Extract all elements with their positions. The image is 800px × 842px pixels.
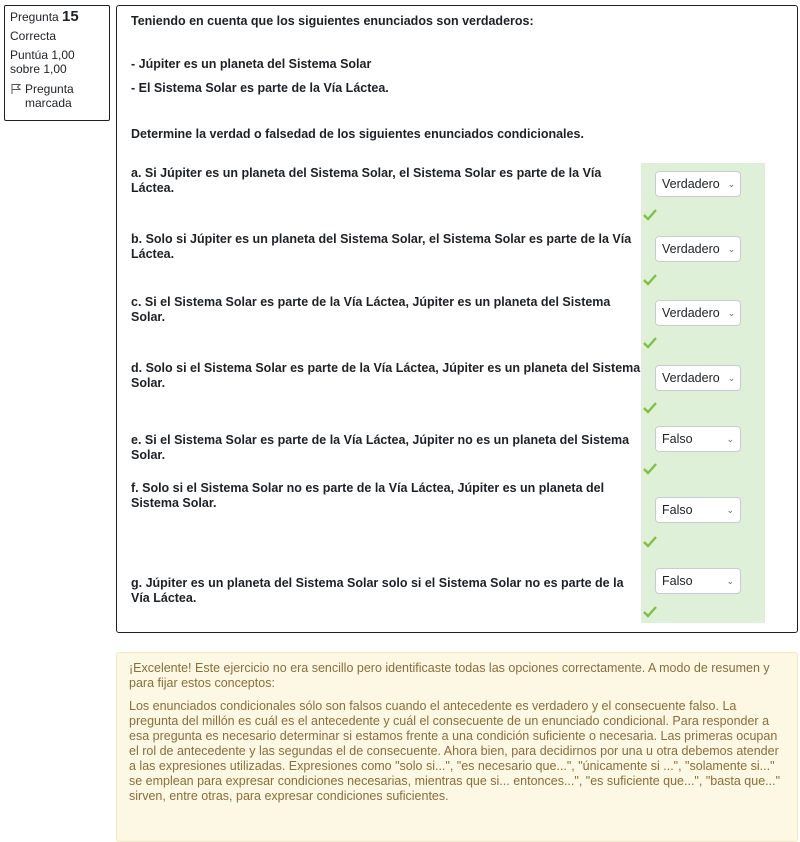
- correct-check-icon: [643, 606, 657, 618]
- answer-select-a-value: Verdadero: [662, 177, 720, 191]
- flag-label: Pregunta marcada: [25, 82, 74, 110]
- answer-select-f[interactable]: [655, 497, 741, 523]
- general-feedback: [116, 652, 798, 842]
- answer-select-c[interactable]: [655, 300, 741, 326]
- question-info-box: [4, 5, 110, 121]
- feedback-explanation: Los enunciados condicionales sólo son falsos cuando el antecedente es verdadero y el consecuente falso. La pregunta del millón es cuál es el antecedente y cuál el consecuente de un enunciado condicional. Para responder a esa pregunta es necesario determinar si estamos frente a una condición suficiente o necesaria. Las primeras ocupan el rol de antecedente y las segundas el de consecuente. Ahora bien, para decidirnos por una u otra debemos atender a las expresiones utilizadas. Expresiones como "solo si...", "es necesario que...", "únicamente si ...", "solamente si..." se emplean para expresar condiciones necesarias, mientras que si... entonces...", "es suficiente que...", "basta que..." sirven, entre otras, para expresar condiciones suficientes.: [129, 699, 781, 803]
- question-number: [10, 10, 104, 24]
- chevron-down-icon: ⌄: [727, 307, 736, 318]
- question-number-value: 15: [62, 8, 79, 25]
- answer-select-b[interactable]: [655, 236, 741, 262]
- correct-check-icon: [643, 463, 657, 475]
- answer-select-a[interactable]: [655, 171, 741, 197]
- question-intro: Teniendo en cuenta que los siguientes enunciados son verdaderos:: [131, 14, 534, 28]
- question-state: Correcta: [10, 29, 57, 43]
- feedback-intro: ¡Excelente! Este ejercicio no era sencillo pero identificaste todas las opciones correctamente. A modo de resumen y para fijar estos conceptos:: [129, 661, 770, 690]
- correct-check-icon: [643, 337, 657, 349]
- statement-e: e. Si el Sistema Solar es parte de la Vía Láctea, Júpiter no es un planeta del Sistema Solar.: [131, 433, 630, 462]
- answer-select-f-value: Falso: [662, 503, 693, 517]
- answer-select-c-value: Verdadero: [662, 306, 720, 320]
- statement-d: d. Solo si el Sistema Solar es parte de la Vía Láctea, Júpiter es un planeta del Sistema Solar.: [131, 361, 641, 390]
- correct-check-icon: [643, 536, 657, 548]
- question-label: Pregunta: [10, 10, 59, 24]
- statement-a: a. Si Júpiter es un planeta del Sistema Solar, el Sistema Solar es parte de la Vía Láctea.: [131, 166, 602, 195]
- statement-c: c. Si el Sistema Solar es parte de la Vía Láctea, Júpiter es un planeta del Sistema Solar.: [131, 295, 611, 324]
- answer-select-e[interactable]: [655, 426, 741, 452]
- chevron-down-icon: ⌄: [726, 575, 734, 586]
- chevron-down-icon: ⌄: [726, 504, 734, 515]
- chevron-down-icon: ⌄: [727, 372, 736, 383]
- answer-select-b-value: Verdadero: [662, 242, 720, 256]
- correct-check-icon: [643, 274, 657, 286]
- flag-question-link[interactable]: [10, 82, 104, 110]
- correct-answers-column: [641, 163, 765, 623]
- answer-select-g[interactable]: [655, 568, 741, 594]
- flag-icon: [10, 83, 22, 95]
- correct-check-icon: [643, 402, 657, 414]
- correct-check-icon: [643, 209, 657, 221]
- chevron-down-icon: ⌄: [727, 243, 736, 254]
- question-content: [116, 5, 798, 633]
- answer-select-e-value: Falso: [662, 432, 693, 446]
- chevron-down-icon: ⌄: [726, 433, 734, 444]
- statement-f: f. Solo si el Sistema Solar no es parte de la Vía Láctea, Júpiter es un planeta del Sistema Solar.: [131, 481, 605, 510]
- statement-g: g. Júpiter es un planeta del Sistema Solar solo si el Sistema Solar no es parte de la Vía Láctea.: [131, 576, 624, 605]
- premise-2: - El Sistema Solar es parte de la Vía Láctea.: [131, 81, 389, 95]
- answer-select-d-value: Verdadero: [662, 371, 720, 385]
- statement-b: b. Solo si Júpiter es un planeta del Sistema Solar, el Sistema Solar es parte de la Vía Láctea.: [131, 232, 632, 261]
- answer-select-d[interactable]: [655, 365, 741, 391]
- answer-select-g-value: Falso: [662, 574, 693, 588]
- question-instruction: Determine la verdad o falsedad de los siguientes enunciados condicionales.: [131, 127, 584, 141]
- premise-1: - Júpiter es un planeta del Sistema Solar: [131, 57, 372, 71]
- question-grade: Puntúa 1,00 sobre 1,00: [10, 48, 75, 76]
- chevron-down-icon: ⌄: [727, 178, 736, 189]
